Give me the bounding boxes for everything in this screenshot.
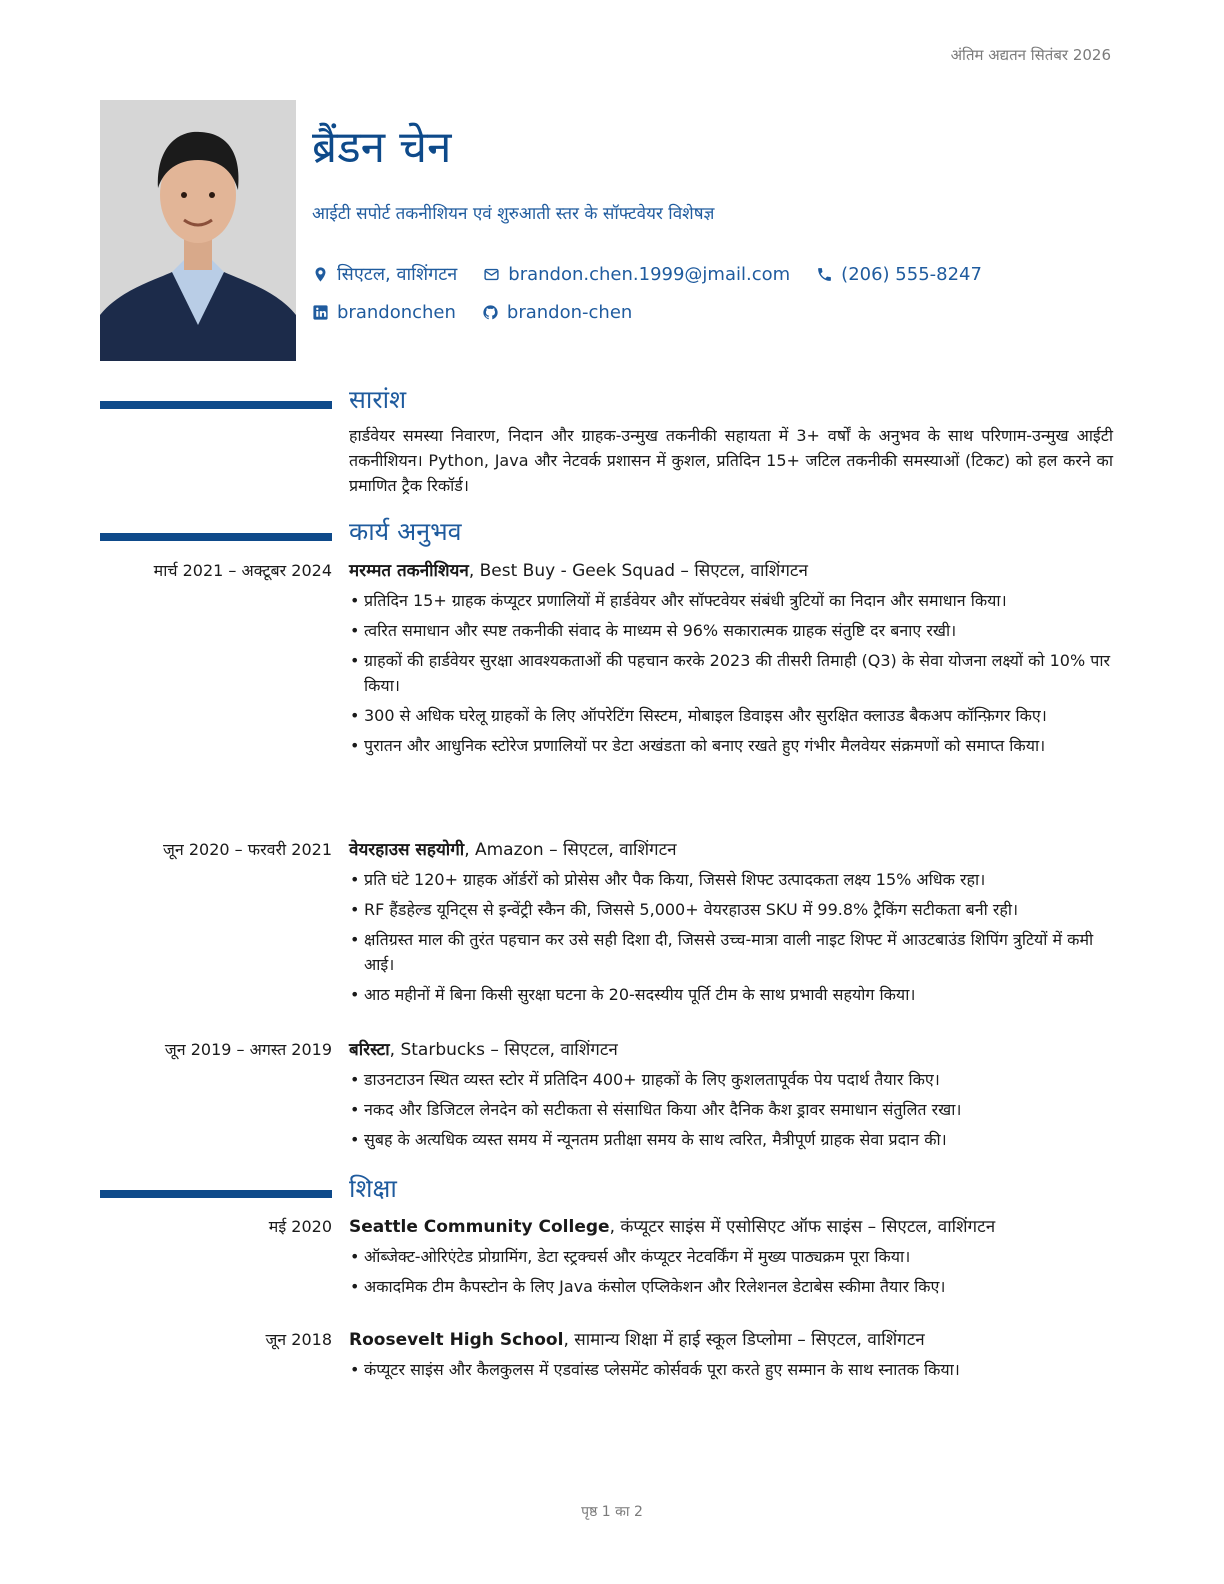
list-item: • डाउनटाउन स्थित व्यस्त स्टोर में प्रतिदिन 400+ ग्राहकों के लिए कुशलतापूर्वक पेय पदार्थ तैयार किए। bbox=[349, 1067, 1112, 1092]
map-pin-icon bbox=[312, 266, 329, 283]
section-title: शिक्षा bbox=[349, 1174, 397, 1203]
entry-bullets bbox=[349, 1357, 1112, 1382]
entry-dates: जून 2018 bbox=[265, 1330, 332, 1349]
list-item: • पुरातन और आधुनिक स्टोरेज प्रणालियों पर डेटा अखंडता को बनाए रखते हुए गंभीर मैलवेयर संक्रमणों को समाप्त किया। bbox=[349, 733, 1112, 758]
section-education-heading bbox=[100, 1173, 1112, 1213]
entry-org: , Starbucks – सिएटल, वाशिंगटन bbox=[389, 1040, 618, 1060]
list-item: • 300 से अधिक घरेलू ग्राहकों के लिए ऑपरेटिंग सिस्टम, मोबाइल डिवाइस और सुरक्षित क्लाउड बैकअप कॉन्फ़िगर किए। bbox=[349, 703, 1112, 728]
linkedin-icon bbox=[312, 304, 329, 321]
entry-heading bbox=[349, 1214, 1112, 1240]
list-item: • आठ महीनों में बिना किसी सुरक्षा घटना के 20-सदस्यीय पूर्ति टीम के साथ प्रभावी सहयोग किया। bbox=[349, 982, 1112, 1007]
list-item: • प्रतिदिन 15+ ग्राहक कंप्यूटर प्रणालियों में हार्डवेयर और सॉफ्टवेयर संबंधी त्रुटियों का निदान और समाधान किया। bbox=[349, 588, 1112, 613]
experience-entry bbox=[100, 1037, 1112, 1157]
section-title: सारांश bbox=[349, 385, 407, 414]
list-item: • प्रति घंटे 120+ ग्राहक ऑर्डरों को प्रोसेस और पैक किया, जिससे शिफ्ट उत्पादकता लक्ष्य 15% अधिक रहा। bbox=[349, 867, 1112, 892]
entry-degree: , सामान्य शिक्षा में हाई स्कूल डिप्लोमा – सिएटल, वाशिंगटन bbox=[563, 1330, 925, 1350]
profile-photo bbox=[100, 100, 296, 361]
entry-dates: जून 2019 – अगस्त 2019 bbox=[164, 1040, 332, 1059]
email-text[interactable]: brandon.chen.1999@jmail.com bbox=[508, 263, 791, 285]
list-item: • क्षतिग्रस्त माल की तुरंत पहचान कर उसे सही दिशा दी, जिससे उच्च-मात्रा वाली नाइट शिफ्ट में आउटबाउंड शिपिंग त्रुटियों में कमी आई। bbox=[349, 927, 1112, 977]
location-text: सिएटल, वाशिंगटन bbox=[337, 264, 458, 285]
github-icon bbox=[482, 304, 499, 321]
list-item: • ग्राहकों की हार्डवेयर सुरक्षा आवश्यकताओं की पहचान करके 2023 की तीसरी तिमाही (Q3) के सेवा योजना लक्ष्यों को 10% पार किया। bbox=[349, 648, 1112, 698]
entry-heading bbox=[349, 837, 1112, 863]
linkedin-text[interactable]: brandonchen bbox=[337, 301, 456, 323]
list-item: • ऑब्जेक्ट-ओरिएंटेड प्रोग्रामिंग, डेटा स्ट्रक्चर्स और कंप्यूटर नेटवर्किंग में मुख्य पाठ्यक्रम पूरा किया। bbox=[349, 1244, 1112, 1269]
section-experience-heading bbox=[100, 516, 1112, 556]
entry-role: वेयरहाउस सहयोगी bbox=[349, 840, 465, 860]
linkedin-link[interactable] bbox=[312, 302, 456, 323]
github-text[interactable]: brandon-chen bbox=[506, 301, 633, 323]
list-item: • त्वरित समाधान और स्पष्ट तकनीकी संवाद के माध्यम से 96% सकारात्मक ग्राहक संतुष्टि दर बनाए रखी। bbox=[349, 618, 1112, 643]
education-entry bbox=[100, 1327, 1112, 1387]
email-link[interactable] bbox=[483, 264, 790, 285]
entry-degree: , कंप्यूटर साइंस में एसोसिएट ऑफ साइंस – सिएटल, वाशिंगटन bbox=[609, 1217, 996, 1237]
section-title: कार्य अनुभव bbox=[349, 517, 462, 546]
page-number: पृष्ठ 1 का 2 bbox=[581, 1504, 643, 1520]
list-item: • नकद और डिजिटल लेनदेन को सटीकता से संसाधित किया और दैनिक कैश ड्रावर समाधान संतुलित रखा। bbox=[349, 1097, 1112, 1122]
phone-link[interactable] bbox=[816, 264, 982, 285]
entry-bullets bbox=[349, 1067, 1112, 1152]
entry-heading bbox=[349, 1037, 1112, 1063]
section-divider-bar bbox=[100, 401, 332, 409]
experience-entry bbox=[100, 558, 1112, 763]
experience-entry bbox=[100, 837, 1112, 1012]
entry-dates: जून 2020 – फरवरी 2021 bbox=[163, 840, 332, 859]
entry-heading bbox=[349, 1327, 1112, 1353]
phone-icon bbox=[816, 266, 833, 283]
envelope-icon bbox=[483, 266, 500, 283]
entry-bullets bbox=[349, 1244, 1112, 1299]
entry-dates: मार्च 2021 – अक्टूबर 2024 bbox=[153, 561, 332, 580]
entry-heading bbox=[349, 558, 1112, 584]
entry-dates: मई 2020 bbox=[268, 1217, 332, 1236]
entry-org: , Amazon – सिएटल, वाशिंगटन bbox=[464, 840, 677, 860]
portrait-illustration bbox=[100, 100, 296, 361]
section-summary-heading bbox=[100, 384, 1112, 424]
section-divider-bar bbox=[100, 533, 332, 541]
entry-role: बरिस्टा bbox=[349, 1040, 390, 1060]
entry-bullets bbox=[349, 867, 1112, 1007]
entry-school: Seattle Community College bbox=[349, 1217, 610, 1237]
list-item: • RF हैंडहेल्ड यूनिट्स से इन्वेंट्री स्कैन की, जिससे 5,000+ वेयरहाउस SKU में 99.8% ट्रैकिंग सटीकता बनी रही। bbox=[349, 897, 1112, 922]
list-item: • अकादमिक टीम कैपस्टोन के लिए Java कंसोल एप्लिकेशन और रिलेशनल डेटाबेस स्कीमा तैयार किए। bbox=[349, 1274, 1112, 1299]
phone-text[interactable]: (206) 555-8247 bbox=[841, 263, 982, 285]
github-link[interactable] bbox=[482, 302, 632, 323]
entry-org: , Best Buy - Geek Squad – सिएटल, वाशिंगटन bbox=[468, 561, 808, 581]
education-entry bbox=[100, 1214, 1112, 1304]
location bbox=[312, 262, 457, 286]
entry-role: मरम्मत तकनीशियन bbox=[349, 561, 469, 581]
section-divider-bar bbox=[100, 1190, 332, 1198]
list-item: • कंप्यूटर साइंस और कैलकुलस में एडवांस्ड प्लेसमेंट कोर्सवर्क पूरा करते हुए सम्मान के साथ स्नातक किया। bbox=[349, 1357, 1112, 1382]
summary-paragraph: हार्डवेयर समस्या निवारण, निदान और ग्राहक-उन्मुख तकनीकी सहायता में 3+ वर्षों के अनुभव के साथ परिणाम-उन्मुख आईटी तकनीशियन। Python, Java और नेटवर्क प्रशासन में कुशल, प्रतिदिन 15+ जटिल तकनीकी समस्याओं (टिकट) को हल करने का प्रमाणित ट्रैक रिकॉर्ड। bbox=[349, 426, 1113, 495]
contact-info bbox=[312, 258, 1132, 334]
entry-school: Roosevelt High School bbox=[349, 1330, 564, 1350]
headline: आईटी सपोर्ट तकनीशियन एवं शुरुआती स्तर के सॉफ्टवेयर विशेषज्ञ bbox=[312, 204, 715, 224]
candidate-name: ब्रैंडन चेन bbox=[312, 122, 452, 173]
entry-bullets bbox=[349, 588, 1112, 758]
last-updated: अंतिम अद्यतन सितंबर 2026 bbox=[950, 46, 1111, 64]
list-item: • सुबह के अत्यधिक व्यस्त समय में न्यूनतम प्रतीक्षा समय के साथ त्वरित, मैत्रीपूर्ण ग्राहक सेवा प्रदान की। bbox=[349, 1127, 1112, 1152]
